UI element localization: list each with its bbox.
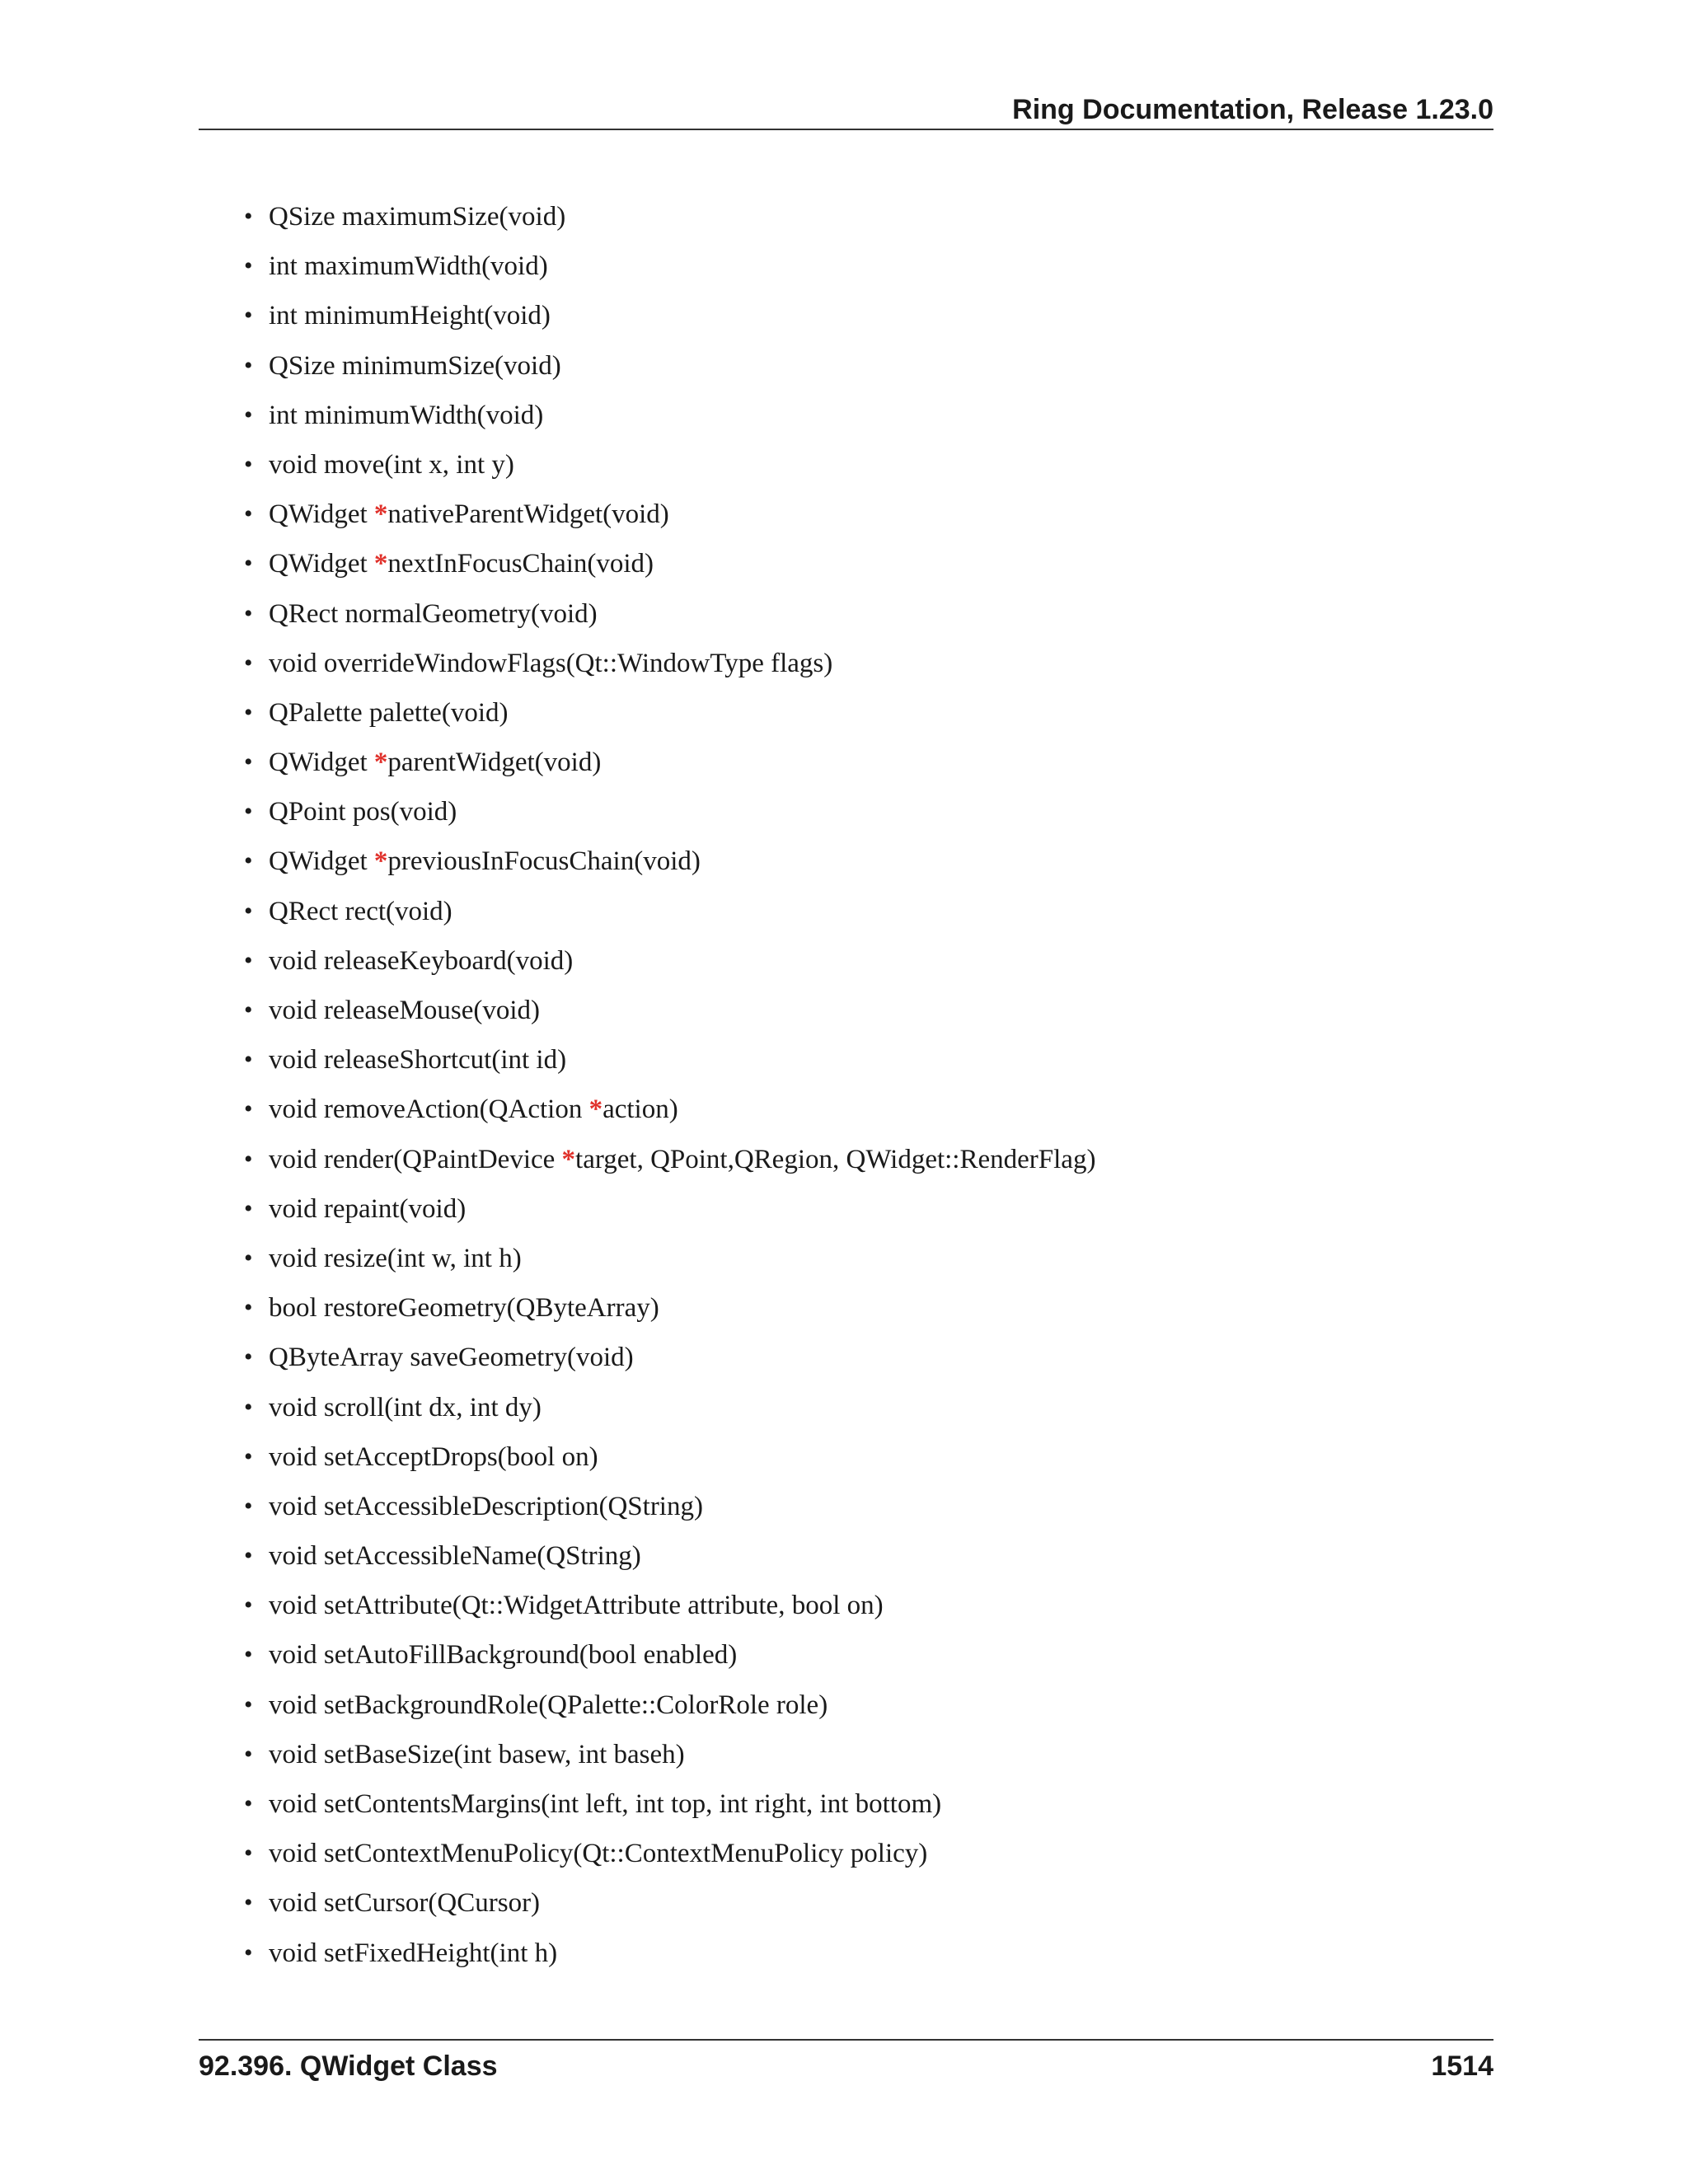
method-signature: void render(QPaintDevice bbox=[269, 1144, 562, 1174]
list-item bbox=[244, 192, 1095, 241]
bullet-icon: • bbox=[244, 1889, 253, 1917]
method-signature: void setAccessibleDescription(QString) bbox=[269, 1491, 703, 1521]
list-item bbox=[244, 589, 1095, 639]
list-item bbox=[244, 341, 1095, 391]
method-signature: void removeAction(QAction bbox=[269, 1094, 589, 1125]
footer-page-number: 1514 bbox=[1431, 2050, 1493, 2082]
bullet-icon: • bbox=[244, 450, 253, 478]
bullet-icon: • bbox=[244, 1194, 253, 1222]
bullet-icon: • bbox=[244, 798, 253, 826]
method-signature: void scroll(int dx, int dy) bbox=[269, 1392, 542, 1422]
method-signature: void releaseMouse(void) bbox=[269, 996, 540, 1025]
list-item bbox=[244, 241, 1095, 291]
method-signature: QRect normalGeometry(void) bbox=[269, 598, 598, 629]
bullet-icon: • bbox=[244, 1542, 253, 1570]
method-signature-rest: nextInFocusChain(void) bbox=[387, 549, 654, 579]
bullet-icon: • bbox=[244, 401, 253, 429]
pointer-star: * bbox=[561, 1144, 576, 1174]
method-signature: QWidget bbox=[269, 748, 374, 778]
list-item bbox=[244, 1829, 1095, 1878]
list-item bbox=[244, 936, 1095, 986]
bullet-icon: • bbox=[244, 1591, 253, 1619]
method-signature: void setBackgroundRole(QPalette::ColorRole role) bbox=[269, 1690, 828, 1720]
list-item bbox=[244, 1432, 1095, 1482]
bullet-icon: • bbox=[244, 1393, 253, 1421]
method-signature-rest: previousInFocusChain(void) bbox=[387, 846, 701, 877]
bullet-icon: • bbox=[244, 203, 253, 230]
method-signature-rest: parentWidget(void) bbox=[387, 748, 602, 778]
method-signature-rest: nativeParentWidget(void) bbox=[387, 499, 669, 530]
bullet-icon: • bbox=[244, 946, 253, 974]
method-signature: QWidget bbox=[269, 499, 374, 530]
pointer-star: * bbox=[588, 1094, 603, 1125]
method-signature: QPoint pos(void) bbox=[269, 797, 457, 827]
method-list bbox=[244, 192, 1095, 1978]
method-signature: int minimumHeight(void) bbox=[269, 301, 551, 331]
method-signature: void releaseShortcut(int id) bbox=[269, 1045, 567, 1076]
list-item bbox=[244, 1680, 1095, 1730]
bullet-icon: • bbox=[244, 996, 253, 1024]
page-header bbox=[199, 89, 1493, 130]
method-signature: void setContextMenuPolicy(Qt::ContextMenuPolicy policy) bbox=[269, 1839, 928, 1869]
list-item bbox=[244, 1333, 1095, 1382]
method-signature: QWidget bbox=[269, 846, 374, 877]
pointer-star: * bbox=[373, 499, 388, 530]
method-signature: void repaint(void) bbox=[269, 1193, 467, 1224]
method-signature: void setAttribute(Qt::WidgetAttribute attribute, bool on) bbox=[269, 1591, 884, 1621]
pointer-star: * bbox=[373, 748, 388, 778]
bullet-icon: • bbox=[244, 1294, 253, 1322]
bullet-icon: • bbox=[244, 1790, 253, 1817]
method-signature: void overrideWindowFlags(Qt::WindowType flags) bbox=[269, 648, 833, 678]
method-signature: void releaseKeyboard(void) bbox=[269, 945, 574, 976]
list-item bbox=[244, 539, 1095, 588]
bullet-icon: • bbox=[244, 252, 253, 280]
method-signature: QPalette palette(void) bbox=[269, 697, 509, 728]
list-item bbox=[244, 887, 1095, 936]
list-item bbox=[244, 440, 1095, 490]
method-signature: int maximumWidth(void) bbox=[269, 251, 548, 282]
pointer-star: * bbox=[373, 549, 388, 579]
bullet-icon: • bbox=[244, 1343, 253, 1371]
list-item bbox=[244, 1135, 1095, 1184]
bullet-icon: • bbox=[244, 748, 253, 776]
list-item bbox=[244, 1581, 1095, 1630]
bullet-icon: • bbox=[244, 1641, 253, 1669]
method-signature-rest: target, QPoint,QRegion, QWidget::RenderFlag) bbox=[575, 1144, 1096, 1174]
list-item bbox=[244, 1878, 1095, 1928]
list-item bbox=[244, 1283, 1095, 1333]
method-signature: QRect rect(void) bbox=[269, 896, 452, 926]
bullet-icon: • bbox=[244, 847, 253, 875]
list-item bbox=[244, 1035, 1095, 1085]
bullet-icon: • bbox=[244, 1740, 253, 1768]
method-signature: QWidget bbox=[269, 549, 374, 579]
bullet-icon: • bbox=[244, 1690, 253, 1718]
list-item bbox=[244, 1234, 1095, 1283]
bullet-icon: • bbox=[244, 649, 253, 677]
list-item bbox=[244, 837, 1095, 886]
list-item bbox=[244, 1531, 1095, 1581]
list-item bbox=[244, 1184, 1095, 1234]
list-item bbox=[244, 738, 1095, 787]
method-signature: void setAutoFillBackground(bool enabled) bbox=[269, 1640, 738, 1671]
list-item bbox=[244, 291, 1095, 340]
bullet-icon: • bbox=[244, 599, 253, 627]
bullet-icon: • bbox=[244, 351, 253, 379]
list-item bbox=[244, 1085, 1095, 1134]
list-item bbox=[244, 391, 1095, 440]
page-footer bbox=[199, 2039, 1493, 2088]
list-item bbox=[244, 1383, 1095, 1432]
method-signature: bool restoreGeometry(QByteArray) bbox=[269, 1293, 659, 1324]
method-signature: void setCursor(QCursor) bbox=[269, 1888, 541, 1919]
bullet-icon: • bbox=[244, 1244, 253, 1272]
list-item bbox=[244, 1779, 1095, 1829]
list-item bbox=[244, 1482, 1095, 1531]
method-signature: QByteArray saveGeometry(void) bbox=[269, 1343, 634, 1373]
method-signature: void setAccessibleName(QString) bbox=[269, 1541, 641, 1572]
list-item bbox=[244, 688, 1095, 738]
bullet-icon: • bbox=[244, 1840, 253, 1868]
method-signature: QSize maximumSize(void) bbox=[269, 202, 566, 232]
bullet-icon: • bbox=[244, 1492, 253, 1520]
bullet-icon: • bbox=[244, 897, 253, 925]
method-signature: void resize(int w, int h) bbox=[269, 1243, 522, 1273]
method-signature-rest: action) bbox=[603, 1094, 678, 1125]
bullet-icon: • bbox=[244, 500, 253, 528]
method-signature: int minimumWidth(void) bbox=[269, 400, 544, 430]
method-signature: void setFixedHeight(int h) bbox=[269, 1938, 558, 1968]
bullet-icon: • bbox=[244, 1095, 253, 1123]
list-item bbox=[244, 1730, 1095, 1779]
list-item bbox=[244, 639, 1095, 688]
bullet-icon: • bbox=[244, 550, 253, 578]
footer-section-title: 92.396. QWidget Class bbox=[199, 2050, 498, 2082]
method-signature: void setAcceptDrops(bool on) bbox=[269, 1441, 598, 1472]
list-item bbox=[244, 1630, 1095, 1680]
bullet-icon: • bbox=[244, 302, 253, 330]
list-item bbox=[244, 986, 1095, 1035]
header-title: Ring Documentation, Release 1.23.0 bbox=[1012, 94, 1493, 125]
method-signature: void move(int x, int y) bbox=[269, 449, 514, 480]
list-item bbox=[244, 787, 1095, 837]
list-item bbox=[244, 1929, 1095, 1978]
method-signature: void setBaseSize(int basew, int baseh) bbox=[269, 1739, 685, 1769]
method-signature: void setContentsMargins(int left, int top, int right, int bottom) bbox=[269, 1789, 942, 1819]
bullet-icon: • bbox=[244, 1046, 253, 1074]
bullet-icon: • bbox=[244, 1938, 253, 1966]
method-signature: QSize minimumSize(void) bbox=[269, 350, 561, 381]
bullet-icon: • bbox=[244, 1442, 253, 1470]
list-item bbox=[244, 490, 1095, 539]
bullet-icon: • bbox=[244, 1145, 253, 1173]
pointer-star: * bbox=[373, 846, 388, 877]
bullet-icon: • bbox=[244, 698, 253, 726]
